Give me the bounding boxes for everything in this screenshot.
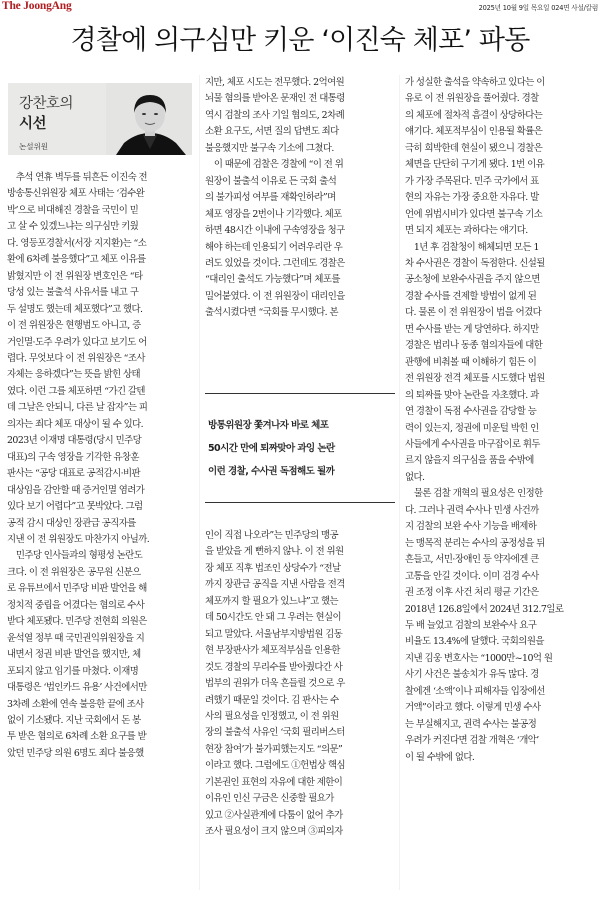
text-line: 공소청에 보완수사권을 주지 않으면 — [405, 274, 540, 286]
text-line: 투 받은 혐의로 6차례 소환 요구를 받 — [7, 731, 147, 743]
text-line: 렵다. 무엇보다 이 전 위원장은 “조사 — [7, 352, 145, 364]
text-line: 는 맹목적 분리는 수사의 공정성을 뒤 — [405, 537, 545, 549]
text-line: 판사는 “공당 대표로 공적감시·비판 — [7, 468, 141, 480]
dateline: 2025년 10월 9일 목요일 024면 사설/칼럼 — [478, 4, 598, 12]
text-line: 없이 기소됐다. 지난 국회에서 돈 봉 — [7, 714, 141, 726]
text-line: 내면서 정권 비판 발언을 했지만, 체 — [7, 649, 141, 661]
text-line: 관행에 비춰볼 때 이해하기 힘든 이 — [405, 356, 537, 368]
text-line: 추석 연휴 벽두를 뒤흔든 이진숙 전 — [7, 172, 148, 183]
text-line: 이런 경찰, 수사권 독점해도 될까 — [208, 466, 335, 477]
text-line: 이유인 인신 구금은 신중할 필요가 — [205, 793, 334, 805]
text-line: 였다. 이런 그를 체포하면 “가긴 갈텐 — [7, 385, 145, 397]
text-line: 50시간 만에 퇴짜맞아 과잉 논란 — [208, 443, 335, 454]
byline-author: 강찬호의 — [19, 96, 74, 112]
column-divider — [399, 75, 400, 890]
text-line: 의 불가피성 여부를 재확인하라”며 — [205, 192, 336, 204]
text-line: 체포까지 할 필요가 있느냐”고 했는 — [205, 595, 339, 607]
text-line: 데 50시간도 안 돼 그 우려는 현실이 — [205, 612, 341, 624]
text-line: 인이 직접 나오라”는 민주당의 맹공 — [205, 530, 339, 541]
text-line: 거인멸·도주 우려가 있다고 보기도 어 — [7, 336, 147, 348]
masthead — [0, 0, 600, 14]
text-line: 있고 ②사실관계에 다툼이 없어 추가 — [205, 809, 343, 821]
text-line: 불응했지만 불구속 기소에 그쳤다. — [205, 142, 334, 154]
text-line: 의 체포에 절차적 흠결이 상당하다는 — [405, 109, 543, 121]
text-line: 이 때문에 검찰은 경찰에 “이 전 위 — [205, 159, 344, 171]
text-line: 이 될 수밖에 없다. — [405, 751, 475, 763]
text-line: 사의 필요성을 인정했고, 이 전 위원 — [205, 710, 339, 722]
text-line: 다. 그러나 권력 수사나 민생 사건까 — [405, 504, 539, 516]
text-line: 포되지 않고 임기를 마쳤다. 이재명 — [7, 665, 139, 677]
text-line: 려도 있었을 것이다. 그런데도 경찰은 — [205, 257, 345, 269]
text-line: 공적 감시 대상인 장관급 공직자를 — [7, 517, 136, 529]
text-line: 1년 후 검찰청이 해체되면 모든 1 — [405, 241, 539, 253]
text-line: 현장 참여’가 불가피했는지도 “의문” — [205, 743, 343, 755]
column-3-text — [405, 75, 595, 766]
text-line: 법부의 권위가 더욱 흔들릴 것으로 우 — [205, 678, 345, 690]
text-line: 을 받았을 게 뻔하지 않나. 이 전 위원 — [205, 546, 344, 558]
text-line: 환에 6차례 불응했다”고 체포 이유를 — [7, 254, 146, 266]
text-line: 까지 장관급 공직을 지낸 사람을 전격 — [205, 579, 345, 591]
text-line: 없다. — [405, 471, 425, 483]
text-line: 윤석열 정부 때 국민권익위원장을 지 — [7, 632, 145, 644]
text-line: 다. 영등포경찰서(서장 지지환)는 “소 — [7, 237, 147, 249]
text-line: 언에 위법시비가 있다면 불구속 기소 — [405, 208, 543, 220]
text-line: 이라고 했다. 그럼에도 ①헌법상 핵심 — [205, 760, 346, 772]
text-line: 지낸 이 전 위원장도 마찬가지 아닐까. — [7, 533, 150, 545]
text-line: 되고 말았다. 서울남부지방법원 김동 — [205, 628, 343, 640]
text-line: 2023년 이재명 대통령(당시 민주당 — [7, 435, 142, 447]
text-line: 얘기다. 체포적부심이 인용될 확률은 — [405, 126, 543, 138]
text-line: 고 살 수 있겠느냐는 의구심만 키웠 — [7, 221, 139, 233]
text-line: 대표)의 구속 영장을 기각한 유창훈 — [7, 451, 139, 463]
text-line: 권 조정 이후 사건 처리 평균 기간은 — [405, 587, 539, 599]
text-line: 체포 영장을 2번이나 기각했다. 체포 — [205, 208, 342, 220]
text-line: 연 경찰이 독점 수사권을 감당할 능 — [405, 406, 537, 418]
text-line: 다. 물론 이 전 위원장이 법을 어겼다 — [405, 307, 542, 319]
text-line: 극히 희박한데 현실이 됐으니 경찰은 — [405, 142, 543, 154]
text-line: 가 가장 주목된다. 민주 국가에서 표 — [405, 175, 539, 187]
text-line: 장의 불출석 사유인 ‘국회 필리버스터 — [205, 727, 345, 739]
text-line: 장 체포 직후 법조인 상당수가 “전날 — [205, 562, 341, 574]
byline-role: 논설위원 — [19, 142, 48, 151]
column-divider — [199, 75, 200, 890]
text-line: 지낸 김웅 변호사는 “1000만~10억 원 — [405, 652, 553, 664]
text-line: 물론 검찰 개혁의 필요성은 인정한 — [405, 488, 543, 500]
text-line: 유로 이 전 위원장을 풀어줬다. 경찰 — [405, 93, 539, 105]
text-line: 전 위원장 전격 체포를 시도했다 법원 — [405, 373, 545, 385]
text-line: 데 그날은 안되니, 다른 날 잡자”는 피 — [7, 402, 148, 414]
text-line: 자체는 응하겠다”는 뜻을 밝힌 상태 — [7, 369, 141, 381]
text-line: 조사 필요성이 크지 않으며 ③피의자 — [205, 826, 343, 838]
text-line: 지만, 체포 시도는 전무했다. 2억여원 — [205, 77, 345, 88]
text-line: 가 성실한 출석을 약속하고 있다는 이 — [405, 77, 545, 88]
text-line: 소환 요구도, 서면 질의 답변도 죄다 — [205, 126, 339, 138]
column-2-text-top — [205, 75, 395, 322]
text-line: 출석시켰다면 “국회를 무시했다. 본 — [205, 307, 339, 319]
text-line: 기본권인 표현의 자유에 대한 제한이 — [205, 776, 343, 788]
text-line: 사들에게 수사권을 마구잡이로 휘두 — [405, 438, 540, 450]
text-line: 대상임을 감안할 때 증거인멸 염려가 — [7, 484, 145, 496]
text-line: 밝혔지만 이 전 위원장 변호인은 “타 — [7, 270, 143, 282]
text-line: 밀어붙였다. 이 전 위원장이 대리인을 — [205, 290, 345, 302]
text-line: 방통위원장 쫓겨나자 바로 체포 — [208, 420, 329, 431]
text-line: 로 유튜브에서 민주당 비판 발언을 해 — [7, 583, 147, 595]
text-line: 당성 있는 불출석 사유서를 내고 구 — [7, 287, 139, 299]
text-line: 차 수사권은 경찰이 독점한다. 신설될 — [405, 257, 545, 269]
text-line: 우려가 커진다면 검찰 개혁은 ‘개악’ — [405, 735, 539, 747]
pull-quote — [205, 393, 395, 503]
text-line: 있다 보기 어렵다”고 못박았다. 그럼 — [7, 501, 143, 513]
column-1-text — [7, 170, 195, 762]
text-line: 거액”이라고 했다. 이렇게 민생 수사 — [405, 702, 541, 714]
byline-series: 시선 — [19, 116, 47, 132]
text-line: 찰에겐 ‘소액’이나 피해자들 입장에선 — [405, 685, 545, 697]
text-line: 르지 않을지 의구심을 품을 수밖에 — [405, 455, 534, 467]
text-line: 두 배 늘었고 검찰의 보완수사 요구 — [405, 619, 537, 631]
text-line: 력이 있는지, 정권에 미운털 박힌 인 — [405, 422, 539, 434]
text-line: 면 되지 체포는 과하다는 얘기다. — [405, 225, 528, 237]
text-line: 흔들고, 서민·장애인 등 약자에겐 큰 — [405, 554, 539, 566]
text-line: 민주당 인사들과의 형평성 논란도 — [7, 550, 143, 562]
newspaper-logo: The JoongAng — [2, 0, 72, 12]
byline-box — [8, 83, 192, 155]
text-line: 지 검찰의 보완 수사 기능을 배제하 — [405, 521, 537, 533]
column-2-text-bottom — [205, 528, 395, 841]
text-line: 비율도 13.4%에 달했다. 국회의원을 — [405, 636, 544, 648]
text-line: 사기 사건은 불송치가 유독 많다. 경 — [405, 669, 539, 681]
text-line: 고통을 안길 것이다. 이미 검경 수사 — [405, 570, 539, 582]
text-line: 체면을 단단히 구기게 됐다. 1번 이유 — [405, 159, 545, 171]
text-line: 의 퇴짜를 맞아 논란을 자초했다. 과 — [405, 389, 539, 401]
text-line: 경찰 수사를 견제할 방법이 없게 된 — [405, 290, 537, 302]
text-line: 역시 검찰의 조사 기일 협의도, 2차례 — [205, 109, 345, 121]
text-line: 이 전 위원장은 현행범도 아니고, 증 — [7, 320, 141, 332]
text-line: 려했기 때문일 것이다. 김 판사는 수 — [205, 694, 339, 706]
text-line: 하면 48시간 이내에 구속영장을 청구 — [205, 225, 345, 237]
text-line: 현 부장판사가 체포적부심을 인용한 — [205, 645, 340, 657]
text-line: 았던 민주당 의원 6명도 죄다 불응했 — [7, 747, 144, 759]
text-line: 방송통신위원장 체포 사태는 ‘검수완 — [7, 188, 145, 200]
text-line: 것도 경찰의 무리수를 받아줬다간 사 — [205, 661, 343, 673]
text-line: 두 설명도 했는데 체포했다”고 했다. — [7, 303, 143, 315]
text-line: “대리인 출석도 가능했다”며 체포를 — [205, 274, 340, 286]
text-line: 면 수사를 받는 게 당연하다. 하지만 — [405, 323, 539, 335]
text-line: 의자는 죄다 체포 대상이 될 수 있다. — [7, 418, 144, 430]
text-line: 2018년 126.8일에서 2024년 312.7일로 — [405, 603, 564, 615]
text-line: 뇌물 혐의를 받아온 문재인 전 대통령 — [205, 93, 345, 105]
text-line: 3차례 소환에 연속 불응한 끝에 조사 — [7, 698, 144, 710]
author-portrait-icon — [106, 83, 192, 155]
text-line: 박’으로 비대해진 경찰을 국민이 믿 — [7, 204, 139, 216]
text-line: 해야 하는데 인용되기 어려우리란 우 — [205, 241, 343, 253]
text-line: 대통령은 ‘법인카드 유용’ 사건에서만 — [7, 682, 147, 694]
text-line: 크다. 이 전 위원장은 공무원 신분으 — [7, 566, 141, 578]
text-line: 원장이 불출석 이유로 든 국회 출석 — [205, 175, 337, 187]
text-line: 는 부실해지고, 권력 수사는 불공정 — [405, 718, 537, 730]
article-headline: 경찰에 의구심만 키운 ‘이진숙 체포’ 파동 — [70, 25, 530, 56]
text-line: 받다 체포됐다. 민주당 전현희 의원은 — [7, 616, 147, 628]
text-line: 현의 자유는 가장 중요한 자유다. 발 — [405, 192, 539, 204]
text-line: 경찰은 법리나 동종 혐의자들에 대한 — [405, 340, 543, 352]
text-line: 정치적 중립을 어겼다는 혐의로 수사 — [7, 599, 145, 611]
